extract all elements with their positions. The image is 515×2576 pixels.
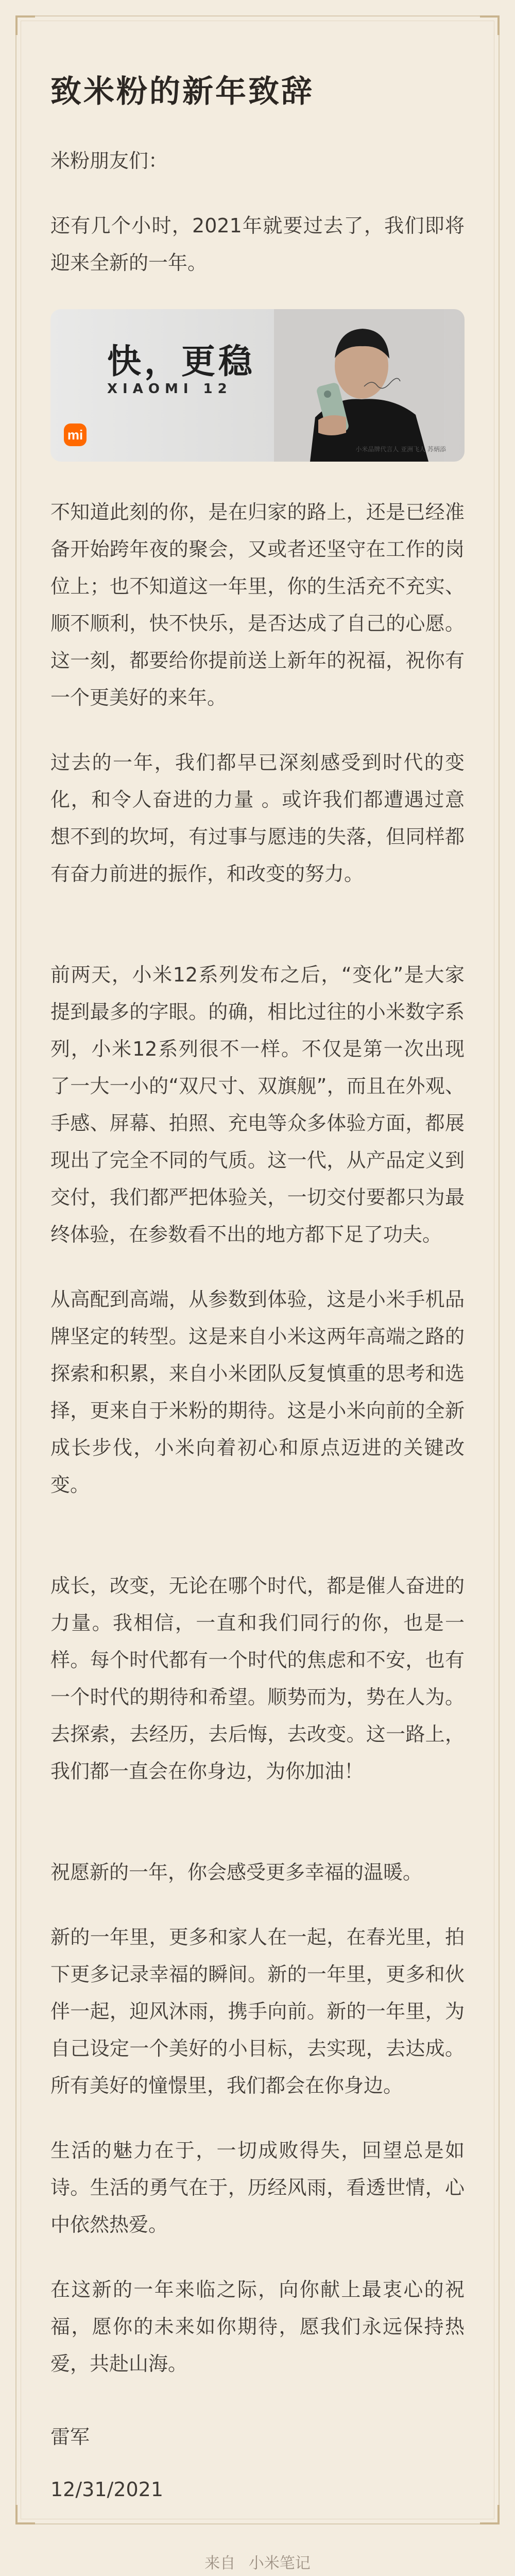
- xiaomi12-banner-image: [50, 309, 465, 462]
- frame-corner-top-left: [15, 15, 35, 35]
- spokesperson-figure: [274, 309, 444, 462]
- frame-corner-bottom-left: [15, 2505, 35, 2524]
- paragraph-7: 新的一年里，更多和家人在一起，在春光里，拍下更多记录幸福的瞬间。新的一年里，更多和伙伴一起，迎风沐雨，携手向前。新的一年里，为自己设定一个美好的小目标，去实现，去达成。所有美好的憧憬里，我们都会在你身边。: [50, 1926, 465, 2097]
- letter-content: [50, 67, 465, 2508]
- paragraph-1: 不知道此刻的你，是在归家的路上，还是已经准备开始跨年夜的聚会，又或者还坚守在工作的岗位上；也不知道这一年里，你的生活充不充实、顺不顺利，快不快乐，是否达成了自己的心愿。这一刻，都要给你提前送上新年的祝福，祝你有一个更美好的来年。: [50, 501, 465, 709]
- paragraph-6: 祝愿新的一年，你会感受更多幸福的温暖。: [50, 1861, 423, 1884]
- intro-paragraph: 还有几个小时，2021年就要过去了，我们即将迎来全新的一年。: [50, 214, 465, 274]
- paragraph-8: 生活的魅力在于，一切成败得失，回望总是如诗。生活的勇气在于，历经风雨，看透世情，心中依然热爱。: [50, 2139, 465, 2236]
- banner-headline: 快，更稳: [107, 342, 255, 381]
- paragraph-2: 过去的一年，我们都早已深刻感受到时代的变化，和令人奋进的力量 。或许我们都遭遇过意想不到的坎坷，有过事与愿违的失落，但同样都有奋力前进的振作，和改变的努力。: [50, 751, 465, 885]
- footer-from-label: 来自: [204, 2554, 236, 2572]
- paragraph-5: 成长，改变，无论在哪个时代，都是催人奋进的力量。我相信，一直和我们同行的你，也是一样。每个时代都有一个时代的焦虑和不安，也有一个时代的期待和希望。顺势而为，势在人为。去探索，去经历，去后悔，去改变。这一路上，我们都一直会在你身边，为你加油！: [50, 1574, 465, 1783]
- paragraph-9: 在这新的一年来临之际，向你献上最衷心的祝福，愿你的未来如你期待，愿我们永远保持热爱，共赴山海。: [50, 2278, 465, 2375]
- frame-corner-bottom-right: [480, 2505, 500, 2524]
- footer-source-link[interactable]: 小米笔记: [248, 2554, 311, 2572]
- letter-title: 致米粉的新年致辞: [50, 74, 314, 110]
- paragraph-gap: [50, 920, 465, 956]
- banner-caption: 小米品牌代言人 亚洲飞人 苏炳添: [355, 446, 446, 453]
- paragraph-4: 从高配到高端，从参数到体验，这是小米手机品牌坚定的转型。这是来自小米这两年高端之路的探索和积累，来自小米团队反复慎重的思考和选择，更来自于米粉的期待。这是小米向前的全新成长步伐，小米向着初心和原点迈进的关键改变。: [50, 1288, 465, 1496]
- footer-source: [0, 2550, 515, 2573]
- paragraph-gap: [50, 1531, 465, 1567]
- frame-corner-top-right: [480, 15, 500, 35]
- letter-date: 12/31/2021: [50, 2478, 164, 2501]
- autograph-mark: [362, 376, 403, 392]
- banner-product-name: XIAOMI 12: [107, 381, 232, 397]
- greeting: 米粉朋友们：: [50, 149, 168, 172]
- signature-name: 雷军: [50, 2426, 90, 2448]
- paragraph-3: 前两天，小米12系列发布之后，“变化”是大家提到最多的字眼。的确，相比过往的小米数字系列，小米12系列很不一样。不仅是第一次出现了一大一小的“双尺寸、双旗舰”，而且在外观、手感、屏幕、拍照、充电等众多体验方面，都展现出了完全不同的气质。这一代，从产品定义到交付，我们都严把体验关，一切交付要都只为最终体验，在参数看不出的地方都下足了功夫。: [50, 963, 465, 1246]
- xiaomi-logo-icon: mi: [64, 423, 87, 446]
- paragraph-gap: [50, 1818, 465, 1854]
